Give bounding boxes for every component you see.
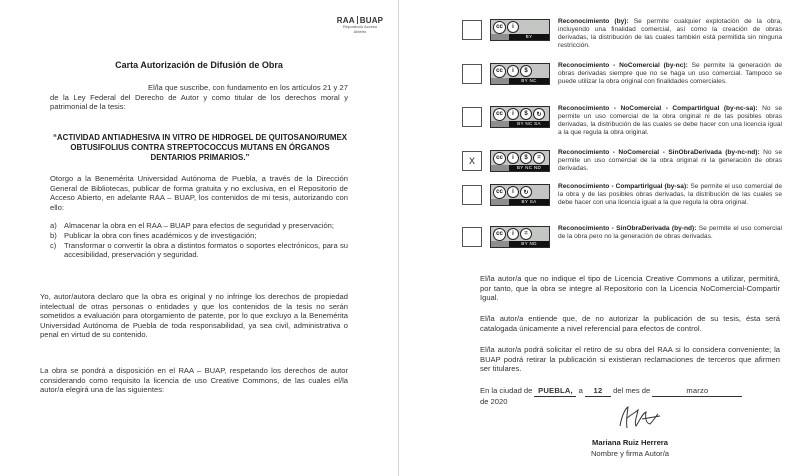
- authorization-list: [50, 221, 348, 260]
- badge-code: BY ND: [509, 241, 549, 247]
- license-name: Reconocimiento - SinObraDerivada (by-nd):: [558, 225, 697, 232]
- license-option-3: [462, 105, 782, 145]
- item-text: Publicar la obra con fines académicos y de investigación;: [64, 231, 257, 240]
- license-checkbox[interactable]: [462, 227, 482, 247]
- license-checkbox[interactable]: [462, 107, 482, 127]
- license-checkbox[interactable]: [462, 185, 482, 205]
- license-checkbox[interactable]: [462, 20, 482, 40]
- badge-icons: [491, 20, 549, 34]
- license-description: [558, 183, 782, 207]
- cc-license-badge: [490, 226, 550, 248]
- noncommercial-icon: $: [520, 108, 532, 120]
- attribution-icon: i: [507, 21, 519, 33]
- no-authorization-paragraph: El/la autor/a entiende que, de no autorizar la publicación de su tesis, ésta será catalogada únicamente a nivel referencial para efectos de control.: [480, 314, 780, 333]
- cc-license-badge: [490, 106, 550, 128]
- license-option-2: [462, 62, 782, 102]
- license-desc-text: Se permite cualquier explotación de la obra, incluyendo una finalidad comercial, así como la creación de obras derivadas, la distribución de las cuales también está permitida sin ninguna restricción.: [558, 18, 782, 50]
- license-desc-text: Se permite la generación de obras derivadas siempre que no se haga un uso comercial. Tampoco se puede utilizar la obra original con finalidades comerciales.: [558, 62, 782, 86]
- badge-icons: [491, 107, 549, 121]
- cc-icon: cc: [493, 152, 506, 165]
- cc-license-badge: [490, 63, 550, 85]
- authorization-item-b: [50, 231, 348, 240]
- license-description: [558, 149, 782, 173]
- attribution-icon: i: [507, 186, 519, 198]
- raa-buap-logo: [332, 16, 388, 34]
- authorization-item-c: [50, 241, 348, 260]
- authorization-item-a: [50, 221, 348, 230]
- item-key: c): [50, 241, 57, 250]
- license-name: Reconocimiento - NoComercial - SinObraDerivada (by-nc-nd):: [558, 149, 760, 156]
- license-desc-text: Se permite el uso comercial de la obra y de las posibles obras derivadas, la distribución de las cuales se debe hacer con una licencia igual a la que regula la obra original.: [558, 183, 782, 207]
- item-text: Transformar o convertir la obra a distintos formatos o soportes electrónicos, para su accesibilidad, preservación y seguridad.: [64, 241, 348, 260]
- license-description: [558, 62, 782, 86]
- noderivatives-icon: =: [533, 152, 545, 164]
- item-key: b): [50, 231, 57, 240]
- default-license-paragraph: El/la autor/a que no indique el tipo de Licencia Creative Commons a utilizar, permitirá, por tanto, que la obra se integre al Repositorio con la Licencia NoComercial-Compartir Igual.: [480, 274, 780, 303]
- cc-icon: cc: [493, 65, 506, 78]
- badge-icons: [491, 64, 549, 78]
- badge-icons: [491, 151, 549, 165]
- place-sep-a: a: [578, 386, 583, 395]
- license-desc-text: No se permite un uso comercial de la obra original ni la generación de obras derivadas.: [558, 149, 782, 173]
- cc-icon: cc: [493, 21, 506, 34]
- withdrawal-paragraph: El/la autor/a podrá solicitar el retiro de su obra del RAA si lo considera conveniente; la BUAP podrá retirar la publicación si existieran reclamaciones de terceros que afirmen ser titulares.: [480, 345, 780, 374]
- thesis-title: “ACTIVIDAD ANTIADHESIVA IN VITRO DE HIDROGEL DE QUITOSANO/RUMEX OBTUSIFOLIUS CONTRA STREPTOCOCCUS MUTANS EN ÓRGANOS DENTARIOS PRIMARIOS.”: [52, 133, 348, 162]
- noncommercial-icon: $: [520, 65, 532, 77]
- license-checkbox[interactable]: [462, 64, 482, 84]
- license-name: Reconocimiento (by):: [558, 18, 629, 25]
- logo-buap-text: BUAP: [359, 16, 384, 25]
- badge-icons: [491, 227, 549, 241]
- place-prefix: En la ciudad de: [480, 386, 533, 395]
- badge-icons: [491, 185, 549, 199]
- day-field: 12: [585, 386, 611, 397]
- cc-license-badge: [490, 184, 550, 206]
- cc-icon: cc: [493, 108, 506, 121]
- badge-code: BY SA: [509, 199, 549, 205]
- signer-name: Mariana Ruiz Herrera: [592, 438, 668, 447]
- badge-code: BY: [509, 34, 549, 40]
- license-desc-text: No se permite un uso comercial de la obra original ni de las posibles obras derivadas, la distribución de las cuales se debe hacer con una licencia igual a la que regula la obra original.: [558, 105, 782, 137]
- attribution-icon: i: [507, 65, 519, 77]
- license-name: Reconocimiento - NoComercial (by-nc):: [558, 62, 688, 69]
- place-sep-month: del mes de: [613, 386, 651, 395]
- noncommercial-icon: $: [520, 152, 532, 164]
- attribution-icon: i: [507, 228, 519, 240]
- badge-code: BY NC ND: [509, 165, 549, 171]
- signer-role: Nombre y firma Autor/a: [590, 449, 670, 458]
- license-option-1: [462, 18, 782, 58]
- license-option-5: [462, 183, 782, 223]
- logo-subtitle-2: Abierto: [353, 28, 367, 34]
- logo-raa-text: RAA: [336, 16, 355, 25]
- attribution-icon: i: [507, 108, 519, 120]
- logo-subtitle-1: Repositorio Acceso: [342, 24, 378, 29]
- grant-paragraph: Otorgo a la Benemérita Universidad Autónoma de Puebla, a través de la Dirección General de Bibliotecas, publicar de forma gratuita y no exclusiva, en el Repositorio de Acceso Abierto, en adelante RAA – BUAP, los contenidos de mi tesis, autorizando con ello:: [50, 174, 348, 212]
- cc-license-badge: [490, 19, 550, 41]
- attribution-icon: i: [507, 152, 519, 164]
- noderivatives-icon: =: [520, 228, 532, 240]
- document-title: Carta Autorización de Difusión de Obra: [115, 60, 283, 70]
- license-description: [558, 18, 782, 50]
- availability-paragraph: La obra se pondrá a disposición en el RAA – BUAP, respetando los derechos de autor considerando como requisito la licencia de uso Creative Commons, de las cuales el/la autor/a elegirá una de las siguientes:: [40, 366, 348, 395]
- city-field: PUEBLA,: [534, 386, 576, 397]
- license-description: [558, 105, 782, 137]
- cc-license-badge: [490, 150, 550, 172]
- license-checkbox[interactable]: X: [462, 151, 482, 171]
- month-field: marzo: [652, 386, 742, 397]
- cc-icon: cc: [493, 228, 506, 241]
- intro-paragraph: El/la que suscribe, con fundamento en los artículos 21 y 27 de la Ley Federal del Derecho de Autor y como titular de los derechos moral y patrimonial de la tesis:: [50, 83, 348, 112]
- license-description: [558, 225, 782, 241]
- badge-code: BY NC SA: [509, 121, 549, 127]
- license-option-6: [462, 225, 782, 265]
- year-text: de 2020: [480, 396, 508, 406]
- badge-code: BY NC: [509, 78, 549, 84]
- cc-icon: cc: [493, 186, 506, 199]
- item-key: a): [50, 221, 57, 230]
- sharealike-icon: ↻: [533, 108, 545, 120]
- sharealike-icon: ↻: [520, 186, 532, 198]
- declaration-paragraph: Yo, autor/autora declaro que la obra es original y no infringe los derechos de propiedad intelectual de otras personas o entidades y que los contenidos de la tesis no serán sometidos a evaluación para otorgamiento de patente, por lo que excluyo a la Benemérita Universidad Autónoma de Puebla de toda responsabilidad, ya sea civil, administrativa o penal en virtud de su contenido.: [40, 292, 348, 340]
- item-text: Almacenar la obra en el RAA – BUAP para efectos de seguridad y preservación;: [64, 221, 335, 230]
- handwritten-signature: [612, 404, 672, 430]
- license-name: Reconocimiento - CompartirIgual (by-sa):: [558, 183, 689, 190]
- license-name: Reconocimiento - NoComercial - CompartirIgual (by-nc-sa):: [558, 105, 758, 112]
- page-divider: [398, 0, 399, 476]
- license-desc-text: Se permite el uso comercial de la obra pero no la generación de obras derivadas.: [558, 225, 782, 241]
